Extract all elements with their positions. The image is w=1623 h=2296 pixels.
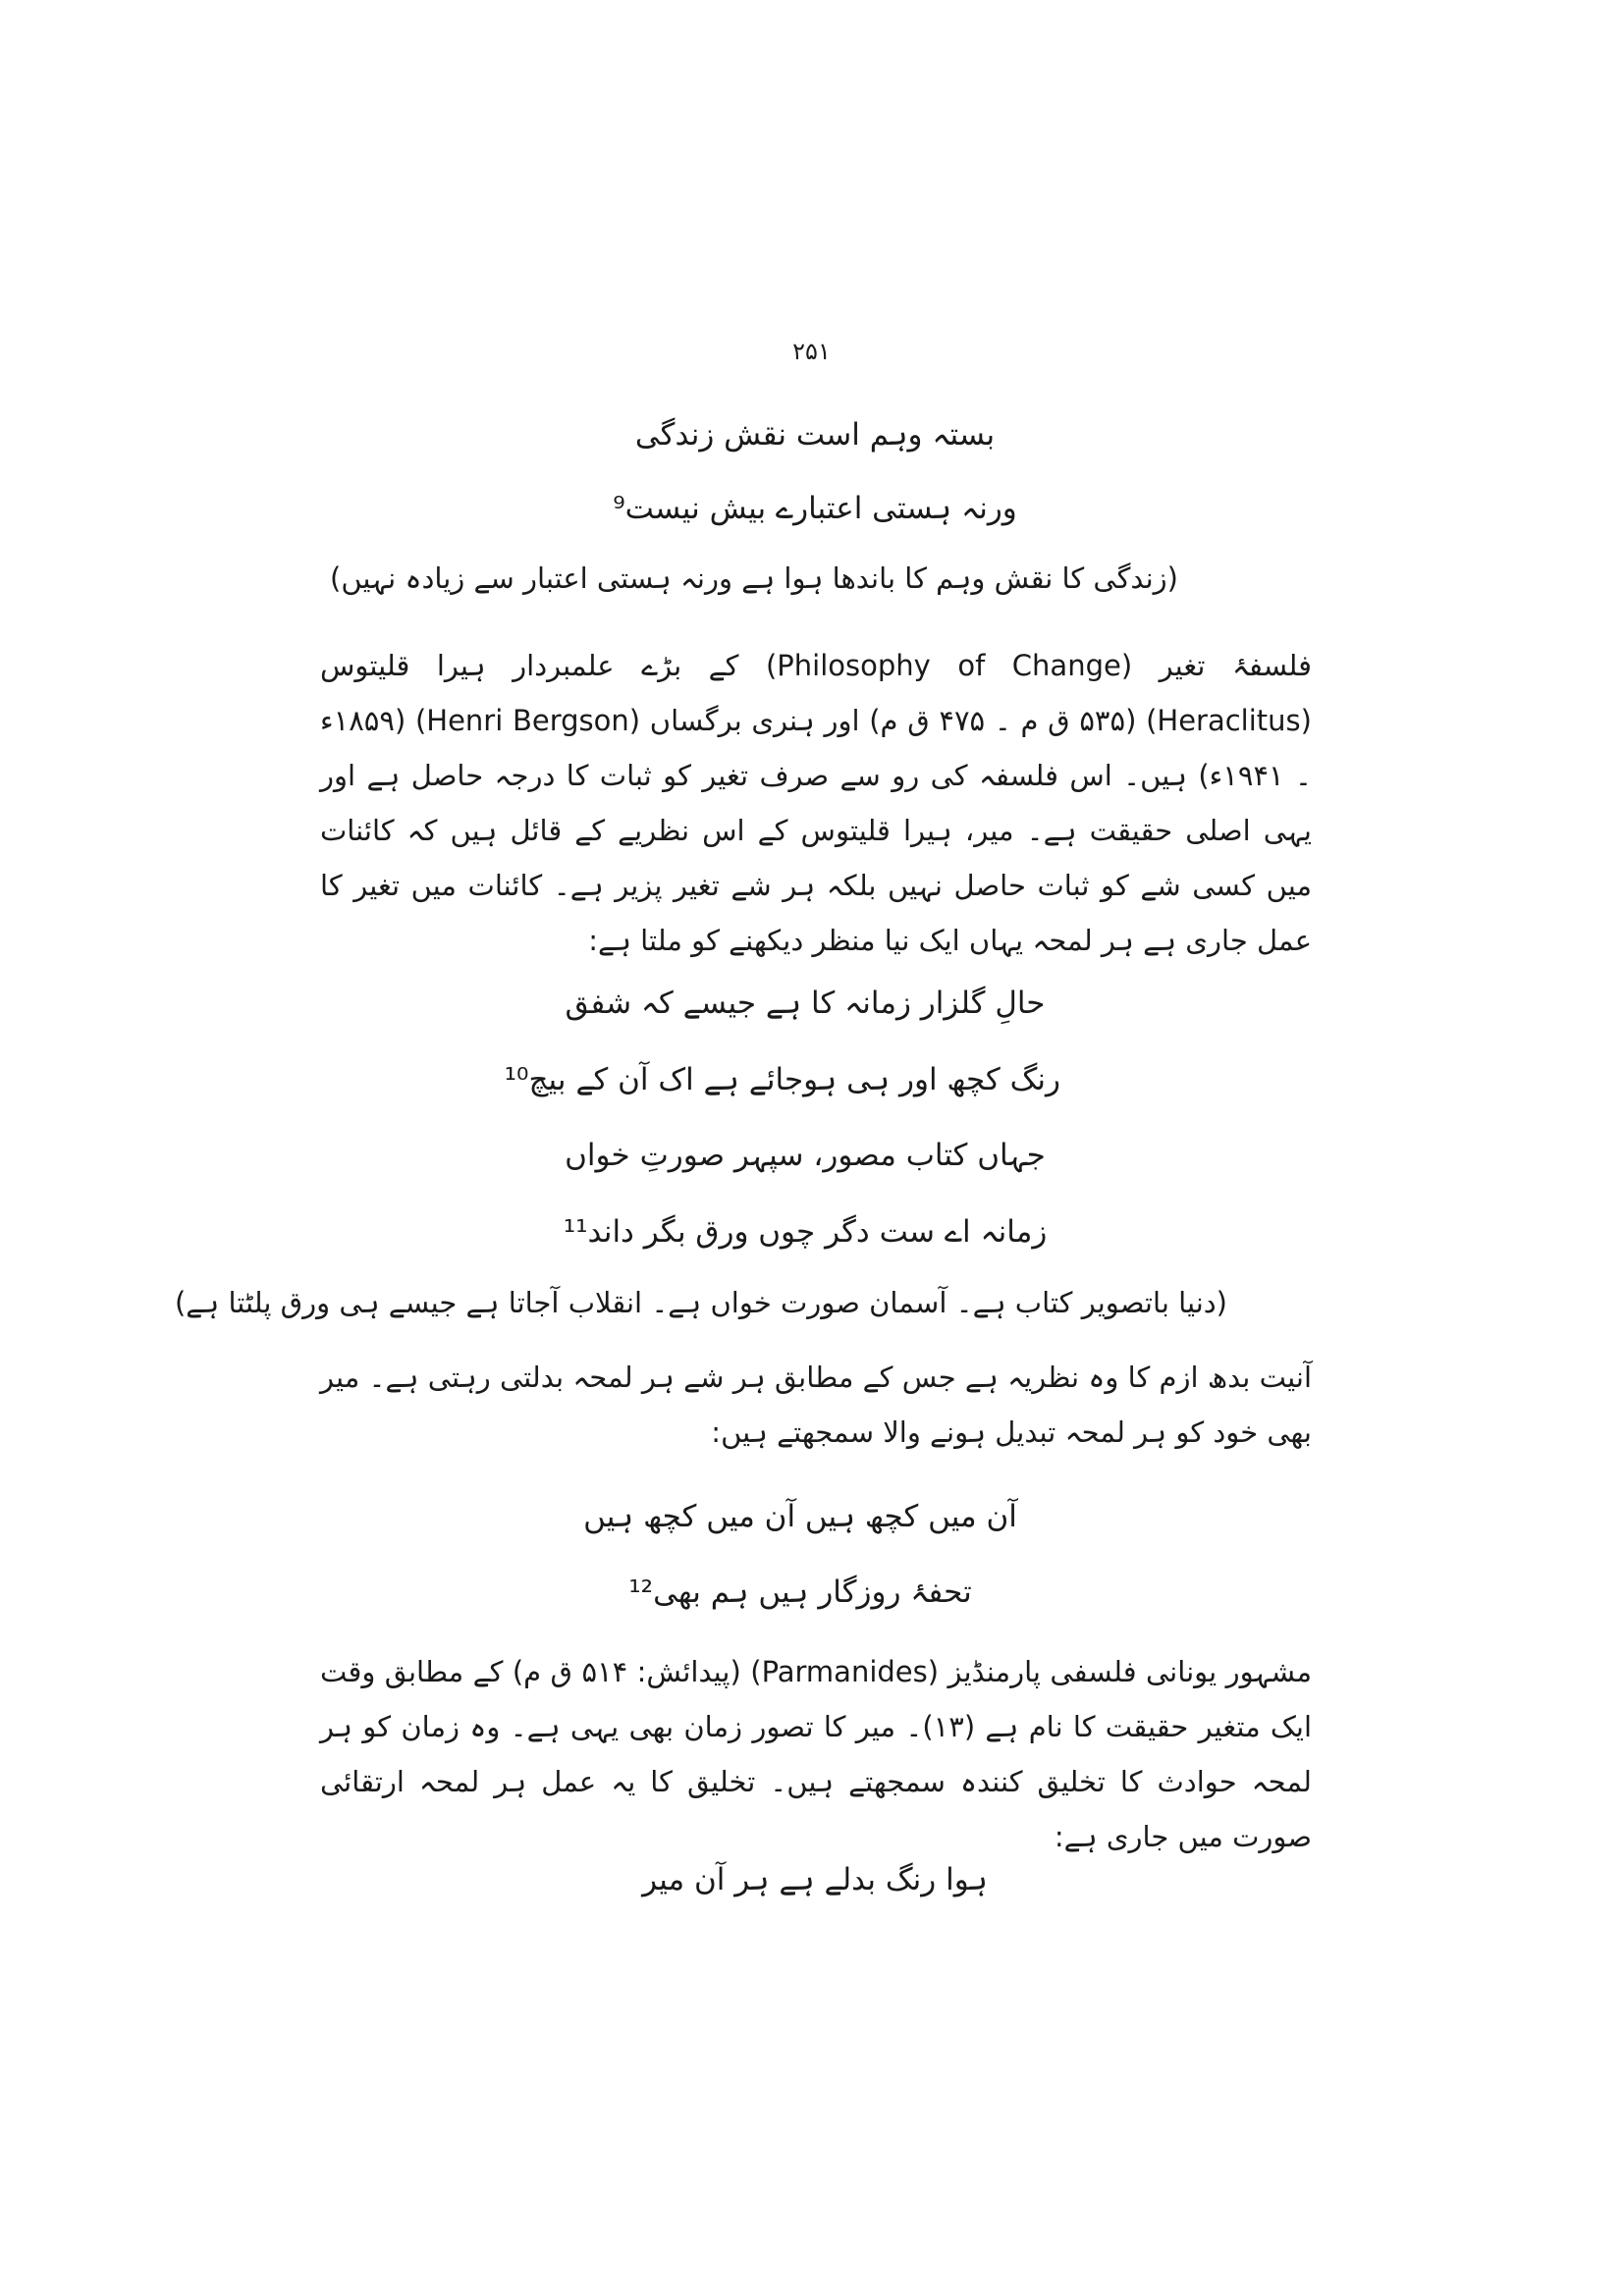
- verse-2-line-4: زمانہ اے ست دگر چوں ورق بگر داند¹¹: [563, 1214, 1048, 1250]
- paragraph-philosophy-of-change: فلسفۂ تغیر (Philosophy of Change) کے بڑے علمبردار ہیرا قلیتوس (Heraclitus) (۵۳۵ ق م ۔ ۴۷۵ ق م) اور ہنری برگساں (Henri Bergson) (۱۸۵۹ء ۔ ۱۹۴۱ء) ہیں۔ اس فلسفہ کی رو سے صرف تغیر کو ثبات کا درجہ حاصل ہے اور یہی اصلی حقیقت ہے۔ میر، ہیرا قلیتوس کے اس نظریے کے قائل ہیں کہ کائنات میں کسی شے کو ثبات حاصل نہیں بلکہ ہر شے تغیر پزیر ہے۔ کائنات میں تغیر کا عمل جاری ہے ہر لمحہ یہاں ایک نیا منظر دیکھنے کو ملتا ہے:: [320, 649, 1312, 957]
- couplet-1-line-2: ورنہ ہستی اعتبارے بیش نیست⁹: [613, 491, 1017, 526]
- couplet-3-line-2: تحفۂ روزگار ہیں ہم بھی¹²: [628, 1575, 972, 1610]
- verses-2-translation: (دنیا باتصویر کتاب ہے۔ آسمان صورت خواں ہے۔ انقلاب آجاتا ہے جیسے ہی ورق پلٹتا ہے): [174, 1286, 1227, 1319]
- paragraph-parmenides: مشہور یونانی فلسفی پارمنڈیز (Parmanides) (پیدائش: ۵۱۴ ق م) کے مطابق وقت ایک متغیر حقیقت کا نام ہے (۱۳)۔ میر کا تصور زمان بھی یہی ہے۔ وہ زمان کو ہر لمحہ حوادث کا تخلیق کنندہ سمجھتے ہیں۔ تخلیق کا یہ عمل ہر لمحہ ارتقائی صورت میں جاری ہے:: [320, 1655, 1313, 1853]
- couplet-3-line-1: آن میں کچھ ہیں آن میں کچھ ہیں: [583, 1499, 1017, 1534]
- verse-2-line-1: حالِ گلزار زمانہ کا ہے جیسے کہ شفق: [565, 986, 1046, 1021]
- page-number: ۲۵۱: [792, 338, 831, 365]
- verse-last-line: ہوا رنگ بدلے ہے ہر آن میر: [642, 1862, 988, 1897]
- paragraph-buddhism-momentariness: آنیت بدھ ازم کا وہ نظریہ ہے جس کے مطابق ہر شے ہر لمحہ بدلتی رہتی ہے۔ میر بھی خود کو ہر لمحہ تبدیل ہونے والا سمجھتے ہیں:: [320, 1361, 1312, 1449]
- verse-2-line-2: رنگ کچھ اور ہی ہوجائے ہے اک آن کے بیچ¹⁰: [504, 1062, 1060, 1097]
- verse-2-line-3: جہاں کتاب مصور، سپہر صورتِ خواں: [565, 1138, 1046, 1173]
- couplet-1-line-1: بستہ وہم است نقش زندگی: [634, 417, 996, 453]
- couplet-1-translation: (زندگی کا نقش وہم کا باندھا ہوا ہے ورنہ ہستی اعتبار سے زیادہ نہیں): [330, 561, 1178, 595]
